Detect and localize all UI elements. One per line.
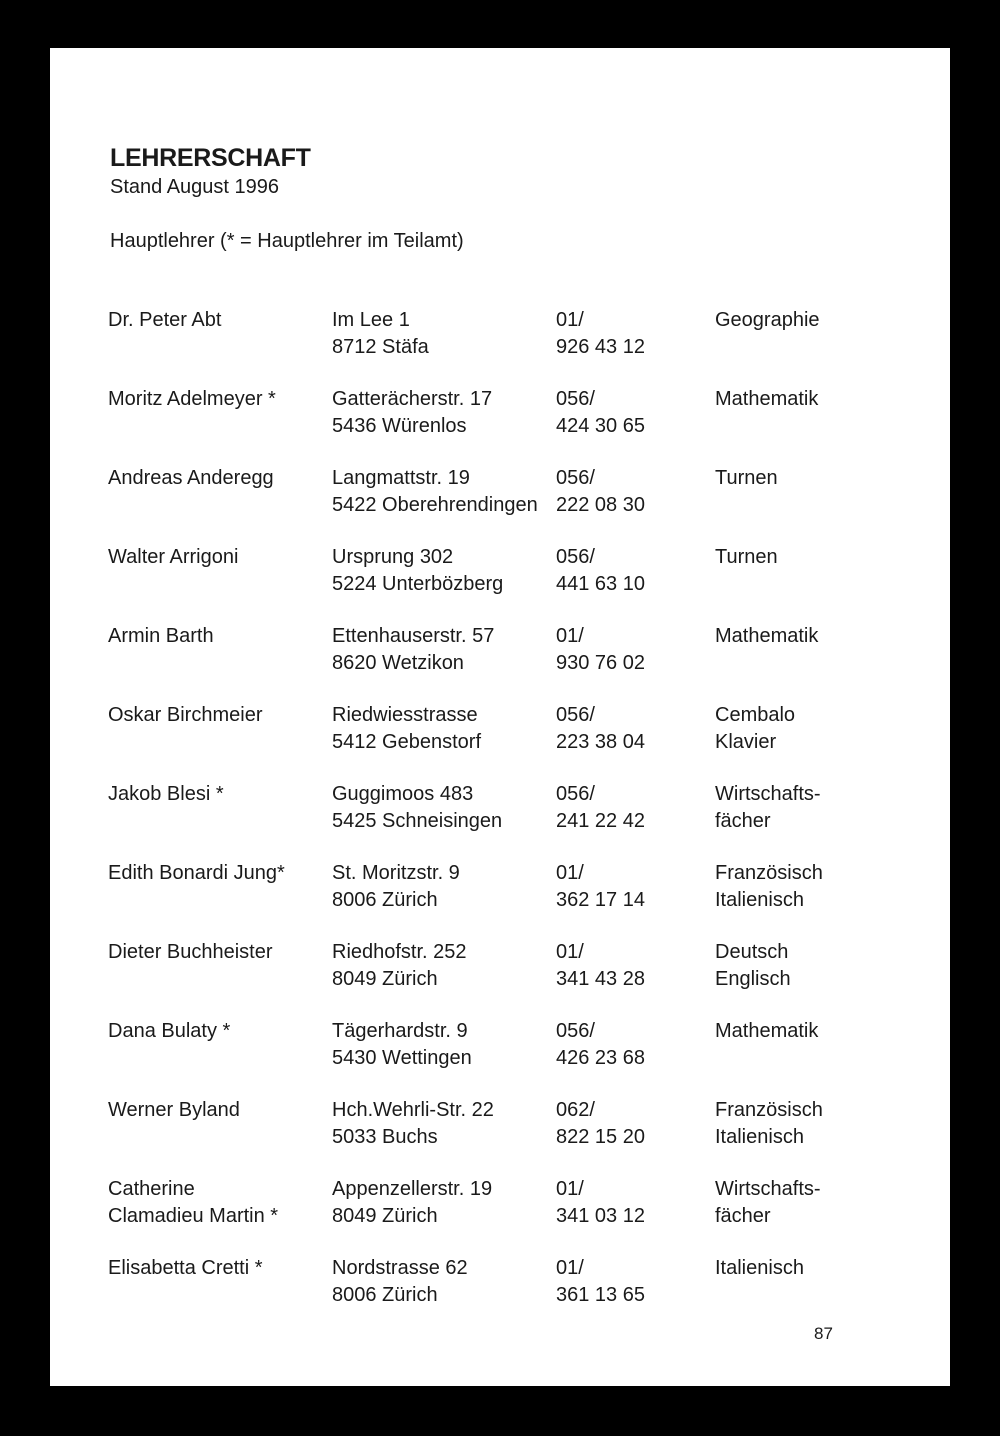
teacher-subject xyxy=(715,1255,804,1282)
teacher-phone-line: 01/ xyxy=(556,1178,584,1200)
page-title: LEHRERSCHAFT xyxy=(110,144,311,172)
teacher-name xyxy=(108,781,224,808)
teacher-address-line: 8006 Zürich xyxy=(332,1284,438,1306)
teacher-address-line: Riedwiesstrasse xyxy=(332,704,478,726)
table-row xyxy=(108,860,928,939)
teacher-address-line: 8049 Zürich xyxy=(332,1205,438,1227)
teacher-phone-line: 426 23 68 xyxy=(556,1047,645,1069)
teacher-subject-line: fächer xyxy=(715,810,771,832)
teacher-phone-line: 056/ xyxy=(556,388,595,410)
teacher-phone-line: 926 43 12 xyxy=(556,336,645,358)
teacher-phone-line: 01/ xyxy=(556,625,584,647)
teacher-phone-line: 341 43 28 xyxy=(556,968,645,990)
teacher-name-line: Walter Arrigoni xyxy=(108,546,239,568)
teacher-address xyxy=(332,307,429,361)
teacher-phone xyxy=(556,939,645,993)
teacher-name xyxy=(108,939,273,966)
teacher-address-line: Appenzellerstr. 19 xyxy=(332,1178,493,1200)
teacher-address-line: Im Lee 1 xyxy=(332,309,410,331)
teacher-name xyxy=(108,307,221,334)
teacher-name-line: Elisabetta Cretti * xyxy=(108,1257,263,1279)
teacher-phone-line: 822 15 20 xyxy=(556,1126,645,1148)
teacher-phone-line: 056/ xyxy=(556,467,595,489)
teacher-phone xyxy=(556,623,645,677)
teacher-address-line: Guggimoos 483 xyxy=(332,783,474,805)
teacher-address xyxy=(332,702,481,756)
teacher-phone-line: 01/ xyxy=(556,862,584,884)
teacher-phone xyxy=(556,544,645,598)
teacher-name-line: Dieter Buchheister xyxy=(108,941,273,963)
teacher-name-line: Armin Barth xyxy=(108,625,214,647)
teacher-subject-line: Italienisch xyxy=(715,1257,804,1279)
teacher-address xyxy=(332,386,492,440)
teacher-phone xyxy=(556,702,645,756)
teacher-address-line: Gatterächerstr. 17 xyxy=(332,388,493,410)
table-row xyxy=(108,939,928,1018)
document-page xyxy=(50,48,950,1386)
teacher-name-line: Dr. Peter Abt xyxy=(108,309,222,331)
teacher-address-line: Hch.Wehrli-Str. 22 xyxy=(332,1099,494,1121)
teacher-name xyxy=(108,465,274,492)
teacher-subject xyxy=(715,386,818,413)
teacher-phone xyxy=(556,307,645,361)
teacher-subject xyxy=(715,1176,821,1230)
teacher-address xyxy=(332,1255,468,1309)
teacher-subject-line: Französisch xyxy=(715,862,823,884)
teacher-name-line: Jakob Blesi * xyxy=(108,783,224,805)
teacher-phone xyxy=(556,1255,645,1309)
teacher-name-line: Oskar Birchmeier xyxy=(108,704,263,726)
teacher-address-line: St. Moritzstr. 9 xyxy=(332,862,460,884)
teacher-subject xyxy=(715,702,795,756)
teacher-phone xyxy=(556,1176,645,1230)
teacher-subject xyxy=(715,860,823,914)
teacher-subject-line: Mathematik xyxy=(715,388,819,410)
table-row xyxy=(108,1255,928,1334)
teacher-subject xyxy=(715,1097,823,1151)
teacher-phone xyxy=(556,781,645,835)
teacher-phone xyxy=(556,1097,645,1151)
teacher-phone-line: 441 63 10 xyxy=(556,573,645,595)
teacher-phone-line: 222 08 30 xyxy=(556,494,645,516)
teacher-name xyxy=(108,544,238,571)
teacher-subject xyxy=(715,544,778,571)
teacher-subject-line: Turnen xyxy=(715,467,778,489)
teacher-subject xyxy=(715,939,791,993)
teacher-address-line: Riedhofstr. 252 xyxy=(332,941,467,963)
teacher-subject-line: Klavier xyxy=(715,731,777,753)
teacher-name xyxy=(108,1176,278,1230)
teacher-phone-line: 930 76 02 xyxy=(556,652,645,674)
teacher-name xyxy=(108,1097,240,1124)
teacher-name xyxy=(108,386,276,413)
teacher-subject-line: Italienisch xyxy=(715,1126,804,1148)
section-heading: Hauptlehrer (* = Hauptlehrer im Teilamt) xyxy=(110,230,464,252)
teacher-subject-line: Deutsch xyxy=(715,941,789,963)
teacher-address xyxy=(332,860,460,914)
teacher-subject xyxy=(715,307,820,334)
teacher-phone xyxy=(556,465,645,519)
teacher-subject-line: Englisch xyxy=(715,968,791,990)
teacher-phone-line: 362 17 14 xyxy=(556,889,645,911)
teacher-subject-line: Mathematik xyxy=(715,625,819,647)
table-row xyxy=(108,702,928,781)
teacher-phone-line: 062/ xyxy=(556,1099,595,1121)
teacher-name-line: Andreas Anderegg xyxy=(108,467,274,489)
teacher-phone xyxy=(556,860,645,914)
teacher-name-line: Clamadieu Martin * xyxy=(108,1205,279,1227)
teacher-address-line: 5422 Oberehrendingen xyxy=(332,494,538,516)
teacher-phone-line: 01/ xyxy=(556,1257,584,1279)
teacher-address-line: 5412 Gebenstorf xyxy=(332,731,481,753)
page-subtitle: Stand August 1996 xyxy=(110,176,280,198)
table-row xyxy=(108,1097,928,1176)
teacher-name-line: Werner Byland xyxy=(108,1099,240,1121)
teacher-address xyxy=(332,623,494,677)
teacher-subject-line: Wirtschafts- xyxy=(715,783,821,805)
teacher-subject-line: Französisch xyxy=(715,1099,823,1121)
teacher-subject-line: Geographie xyxy=(715,309,820,331)
table-row xyxy=(108,781,928,860)
teacher-address-line: 8049 Zürich xyxy=(332,968,438,990)
teacher-subject-line: Cembalo xyxy=(715,704,796,726)
teacher-address-line: 5224 Unterbözberg xyxy=(332,573,504,595)
teacher-phone-line: 056/ xyxy=(556,546,595,568)
teacher-subject xyxy=(715,1018,818,1045)
teacher-phone-line: 056/ xyxy=(556,704,595,726)
teacher-phone-line: 223 38 04 xyxy=(556,731,645,753)
teacher-phone-line: 241 22 42 xyxy=(556,810,645,832)
teacher-address-line: 5033 Buchs xyxy=(332,1126,438,1148)
teacher-address-line: 5430 Wettingen xyxy=(332,1047,472,1069)
teacher-name xyxy=(108,702,262,729)
teacher-list xyxy=(108,307,928,1334)
table-row xyxy=(108,465,928,544)
teacher-subject-line: fächer xyxy=(715,1205,771,1227)
teacher-address xyxy=(332,1176,492,1230)
teacher-address-line: Langmattstr. 19 xyxy=(332,467,470,489)
table-row xyxy=(108,623,928,702)
teacher-address xyxy=(332,1097,494,1151)
table-row xyxy=(108,1176,928,1255)
teacher-address-line: Tägerhardstr. 9 xyxy=(332,1020,468,1042)
teacher-address-line: Nordstrasse 62 xyxy=(332,1257,468,1279)
teacher-name-line: Dana Bulaty * xyxy=(108,1020,231,1042)
teacher-phone-line: 01/ xyxy=(556,309,584,331)
teacher-address xyxy=(332,939,467,993)
teacher-name-line: Catherine xyxy=(108,1178,195,1200)
teacher-phone-line: 056/ xyxy=(556,1020,595,1042)
teacher-phone-line: 056/ xyxy=(556,783,595,805)
teacher-address-line: Ettenhauserstr. 57 xyxy=(332,625,495,647)
table-row xyxy=(108,544,928,623)
teacher-subject xyxy=(715,781,821,835)
teacher-address xyxy=(332,544,503,598)
teacher-subject xyxy=(715,623,818,650)
teacher-phone-line: 361 13 65 xyxy=(556,1284,645,1306)
teacher-address-line: Ursprung 302 xyxy=(332,546,454,568)
teacher-subject xyxy=(715,465,778,492)
teacher-address xyxy=(332,1018,472,1072)
teacher-address xyxy=(332,781,502,835)
teacher-subject-line: Turnen xyxy=(715,546,778,568)
teacher-subject-line: Italienisch xyxy=(715,889,804,911)
teacher-phone-line: 01/ xyxy=(556,941,584,963)
teacher-subject-line: Mathematik xyxy=(715,1020,819,1042)
page-number: 87 xyxy=(814,1324,833,1343)
table-row xyxy=(108,307,928,386)
teacher-address-line: 5425 Schneisingen xyxy=(332,810,503,832)
teacher-name xyxy=(108,1018,230,1045)
teacher-address-line: 8006 Zürich xyxy=(332,889,438,911)
teacher-address xyxy=(332,465,538,519)
teacher-phone-line: 424 30 65 xyxy=(556,415,645,437)
teacher-name xyxy=(108,1255,263,1282)
teacher-name xyxy=(108,623,214,650)
teacher-name-line: Moritz Adelmeyer * xyxy=(108,388,276,410)
teacher-subject-line: Wirtschafts- xyxy=(715,1178,821,1200)
teacher-phone xyxy=(556,1018,645,1072)
teacher-address-line: 8712 Stäfa xyxy=(332,336,429,358)
teacher-phone xyxy=(556,386,645,440)
teacher-name xyxy=(108,860,285,887)
teacher-address-line: 5436 Würenlos xyxy=(332,415,467,437)
teacher-phone-line: 341 03 12 xyxy=(556,1205,645,1227)
table-row xyxy=(108,386,928,465)
table-row xyxy=(108,1018,928,1097)
teacher-address-line: 8620 Wetzikon xyxy=(332,652,464,674)
teacher-name-line: Edith Bonardi Jung* xyxy=(108,862,285,884)
